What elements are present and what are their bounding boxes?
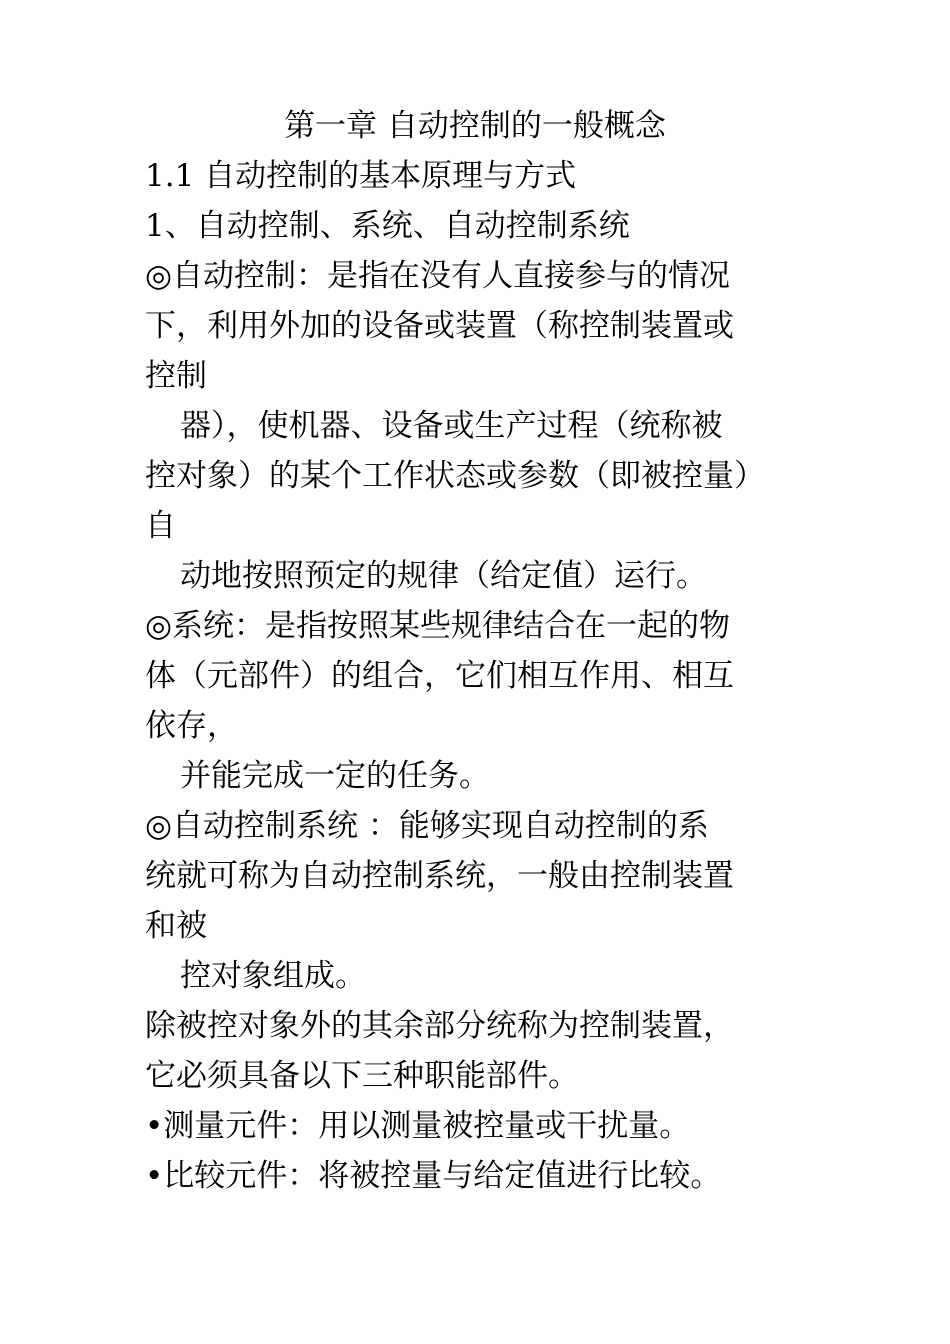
chapter-title: 第一章 自动控制的一般概念 (284, 108, 666, 144)
bullet-item: •比较元件：将被控量与给定值进行比较。 (145, 1158, 722, 1194)
body-line: 并能完成一定的任务。 (180, 758, 490, 794)
body-line: 依存， (145, 708, 238, 744)
body-line: 除被控对象外的其余部分统称为控制装置， (145, 1008, 734, 1044)
body-line: 控对象）的某个工作状态或参数（即被控量） (145, 458, 765, 494)
body-line: 和被 (145, 908, 207, 944)
body-line: ◎系统：是指按照某些规律结合在一起的物 (145, 608, 731, 644)
section-heading: 1.1 自动控制的基本原理与方式 (145, 158, 577, 194)
body-line: 下，利用外加的设备或装置（称控制装置或 (145, 308, 734, 344)
body-line: 统就可称为自动控制系统，一般由控制装置 (145, 858, 734, 894)
subsection-heading: 1、自动控制、系统、自动控制系统 (145, 208, 630, 244)
bullet-item: •测量元件：用以测量被控量或干扰量。 (145, 1108, 691, 1144)
body-line: 自 (145, 508, 176, 544)
body-line: 体（元部件）的组合，它们相互作用、相互 (145, 658, 734, 694)
body-line: 控对象组成。 (180, 958, 366, 994)
body-line: ◎自动控制：是指在没有人直接参与的情况 (145, 258, 731, 294)
body-line: 动地按照预定的规律（给定值）运行。 (180, 558, 707, 594)
body-line: 器），使机器、设备或生产过程（统称被 (180, 408, 723, 444)
body-line: 控制 (145, 358, 207, 394)
body-line: 它必须具备以下三种职能部件。 (145, 1058, 579, 1094)
body-line: ◎自动控制系统 ：能够实现自动控制的系 (145, 808, 709, 844)
